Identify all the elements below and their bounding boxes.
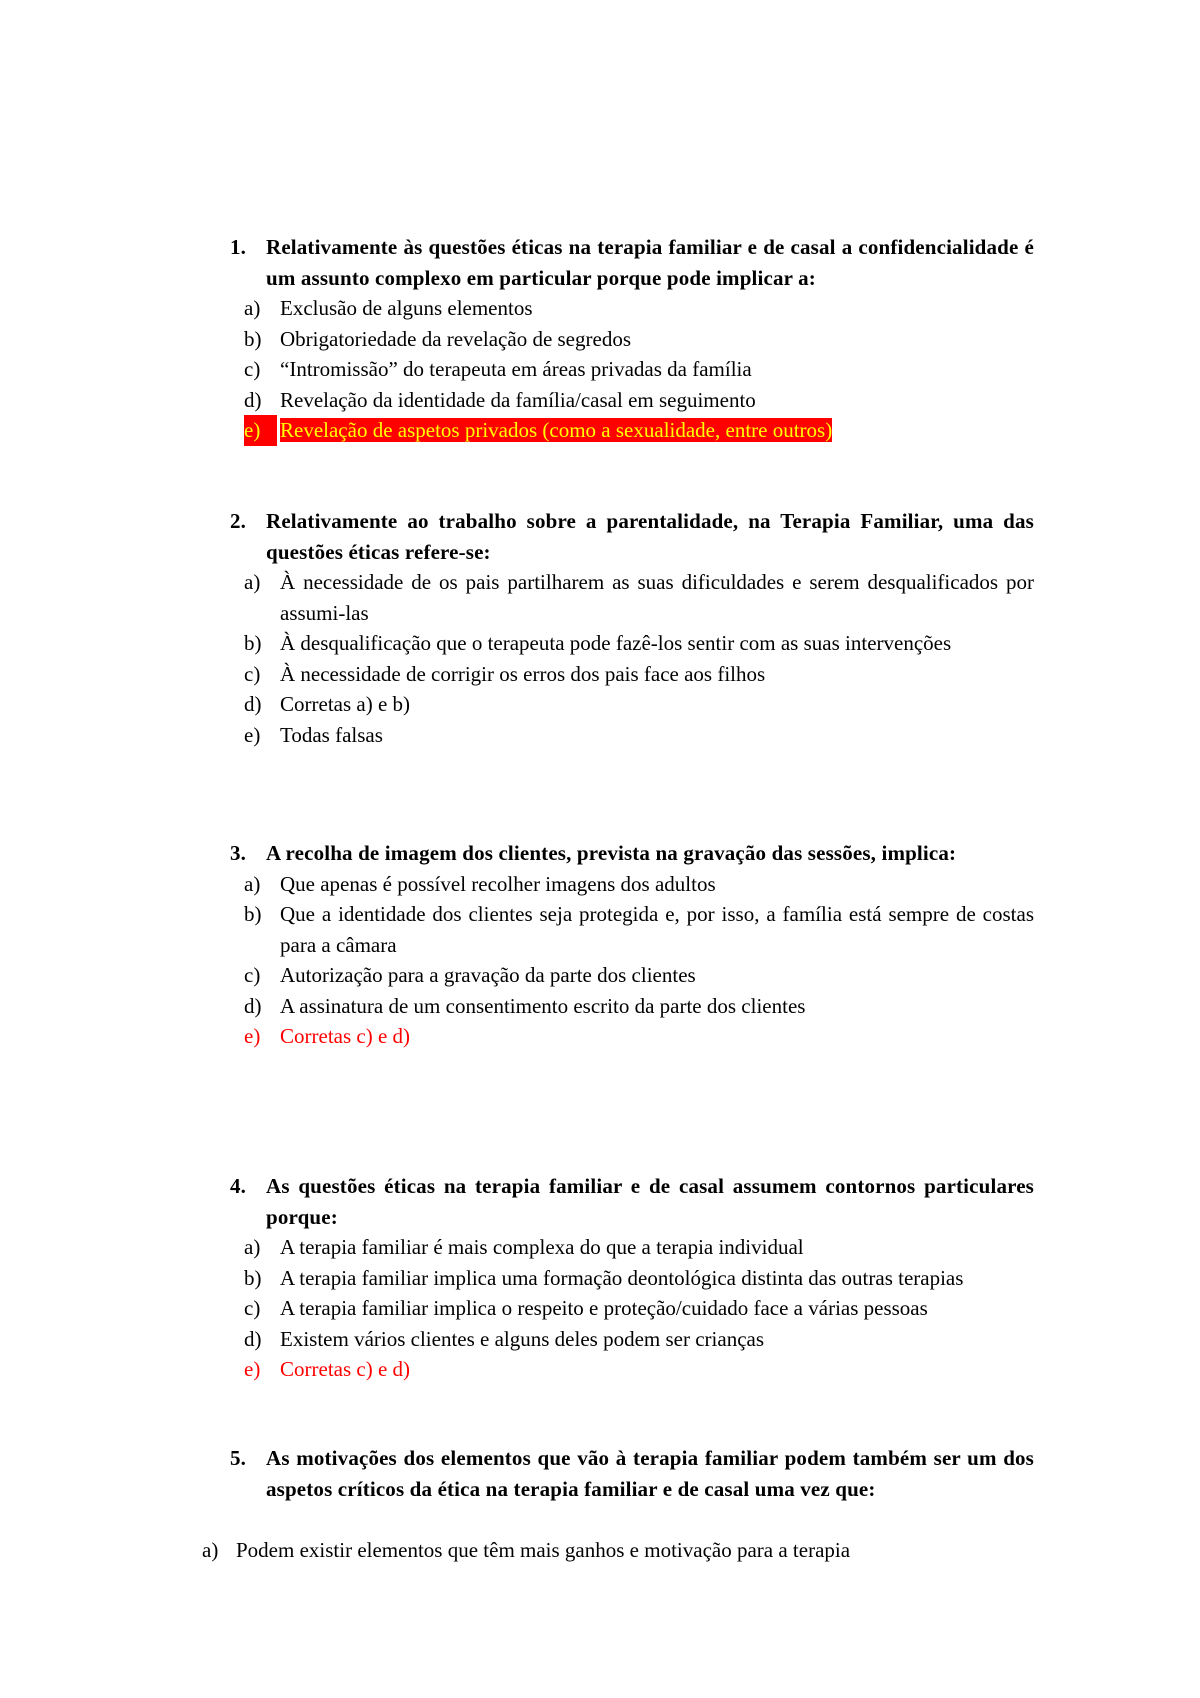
question-3-text: A recolha de imagem dos clientes, prevista na gravação das sessões, implica: [266,841,957,865]
option-text: Que apenas é possível recolher imagens dos adultos [280,871,716,896]
option-text: À necessidade de corrigir os erros dos pais face aos filhos [280,661,766,686]
option-letter: a) [244,871,261,896]
option-letter: e) [244,415,277,446]
option-3a [224,869,1034,900]
option-letter: c) [244,661,261,686]
option-text: Autorização para a gravação da parte dos clientes [280,963,696,987]
question-1-text: Relativamente às questões éticas na terapia familiar e de casal a confidencialidade é um assunto complexo em particular porque pode implicar a: [266,235,1034,290]
option-letter: c) [244,1296,261,1320]
question-4 [224,1171,1034,1385]
question-4-number: 4. [230,1174,247,1198]
option-letter: a) [244,570,261,594]
question-2-options [224,567,1034,750]
option-text: Corretas c) e d) [280,1357,411,1381]
option-text: Obrigatoriedade da revelação de segredos [280,326,631,351]
option-3c [224,960,1034,991]
option-letter: b) [244,1265,262,1290]
option-4e-correct-answer [224,1354,1034,1385]
question-3-number: 3. [230,841,247,865]
option-2a [224,567,1034,628]
question-4-text: As questões éticas na terapia familiar e de casal assumem contornos particulares porque: [266,1174,1034,1229]
question-2-text: Relativamente ao trabalho sobre a parentalidade, na Terapia Familiar, uma das questões éticas refere-se: [266,509,1034,564]
question-1-number: 1. [230,235,247,259]
option-text: A terapia familiar implica o respeito e proteção/cuidado face a várias pessoas [280,1296,928,1320]
option-letter: b) [244,902,262,926]
option-4c [224,1293,1034,1324]
option-3b [224,899,1034,960]
option-letter: e) [244,722,261,747]
question-3-stem [224,838,1034,869]
option-text: Podem existir elementos que têm mais ganhos e motivação para a terapia [236,1538,851,1562]
option-1c [224,354,1034,385]
option-4a [224,1232,1034,1263]
option-text: A terapia familiar implica uma formação deontológica distinta das outras terapias [280,1265,964,1290]
option-letter: d) [244,387,262,412]
option-text: “Intromissão” do terapeuta em áreas privadas da família [280,357,752,381]
question-3-options [224,869,1034,1052]
option-text: À necessidade de os pais partilharem as suas dificuldades e serem desqualificados por assumi-las [280,570,1034,625]
option-letter: b) [244,631,262,655]
option-letter: e) [244,1357,261,1381]
option-text: Todas falsas [280,722,383,747]
option-text: Revelação da identidade da família/casal em seguimento [280,387,756,412]
option-text: Exclusão de alguns elementos [280,296,533,320]
option-letter: e) [244,1024,261,1048]
option-2b [224,628,1034,659]
option-text: Corretas a) e b) [280,692,411,716]
option-letter: c) [244,963,261,987]
question-5-option-list [196,1535,1036,1566]
question-5-stem [224,1443,1034,1504]
option-text: A assinatura de um consentimento escrito da parte dos clientes [280,993,806,1018]
option-text: À desqualificação que o terapeuta pode fazê-los sentir com as suas intervenções [280,631,952,655]
question-4-stem [224,1171,1034,1232]
option-letter: b) [244,326,262,351]
option-text: A terapia familiar é mais complexa do que a terapia individual [280,1235,804,1259]
option-letter: d) [244,1326,262,1351]
question-1-stem [224,232,1034,293]
option-letter: a) [244,1235,261,1259]
question-5 [224,1443,1034,1504]
option-5a [196,1535,1036,1566]
question-5-text: As motivações dos elementos que vão à terapia familiar podem também ser um dos aspetos críticos da ética na terapia familiar e de casal uma vez que: [266,1446,1034,1501]
option-text: Corretas c) e d) [280,1024,411,1048]
question-2 [224,506,1034,750]
option-text: Revelação de aspetos privados (como a sexualidade, entre outros) [280,418,833,442]
option-1d [224,385,1034,416]
option-1a [224,293,1034,324]
option-1b [224,324,1034,355]
option-2e [224,720,1034,751]
option-3e-correct-answer [224,1021,1034,1052]
question-5-number: 5. [230,1446,247,1470]
option-4b [224,1263,1034,1294]
option-letter: a) [202,1538,219,1562]
question-1-options [224,293,1034,446]
option-letter: a) [244,296,261,320]
option-2d [224,689,1034,720]
option-text: Que a identidade dos clientes seja protegida e, por isso, a família está sempre de costas para a câmara [280,902,1034,957]
option-letter: c) [244,357,261,381]
question-5-options [196,1535,1036,1566]
question-1 [224,232,1034,446]
option-4d [224,1324,1034,1355]
question-4-options [224,1232,1034,1385]
question-3 [224,838,1034,1052]
option-1e-highlighted-answer [224,415,1034,446]
option-text: Existem vários clientes e alguns deles podem ser crianças [280,1326,765,1351]
option-2c [224,659,1034,690]
question-2-number: 2. [230,509,247,533]
option-letter: d) [244,692,262,716]
question-2-stem [224,506,1034,567]
option-3d [224,991,1034,1022]
option-letter: d) [244,993,262,1018]
